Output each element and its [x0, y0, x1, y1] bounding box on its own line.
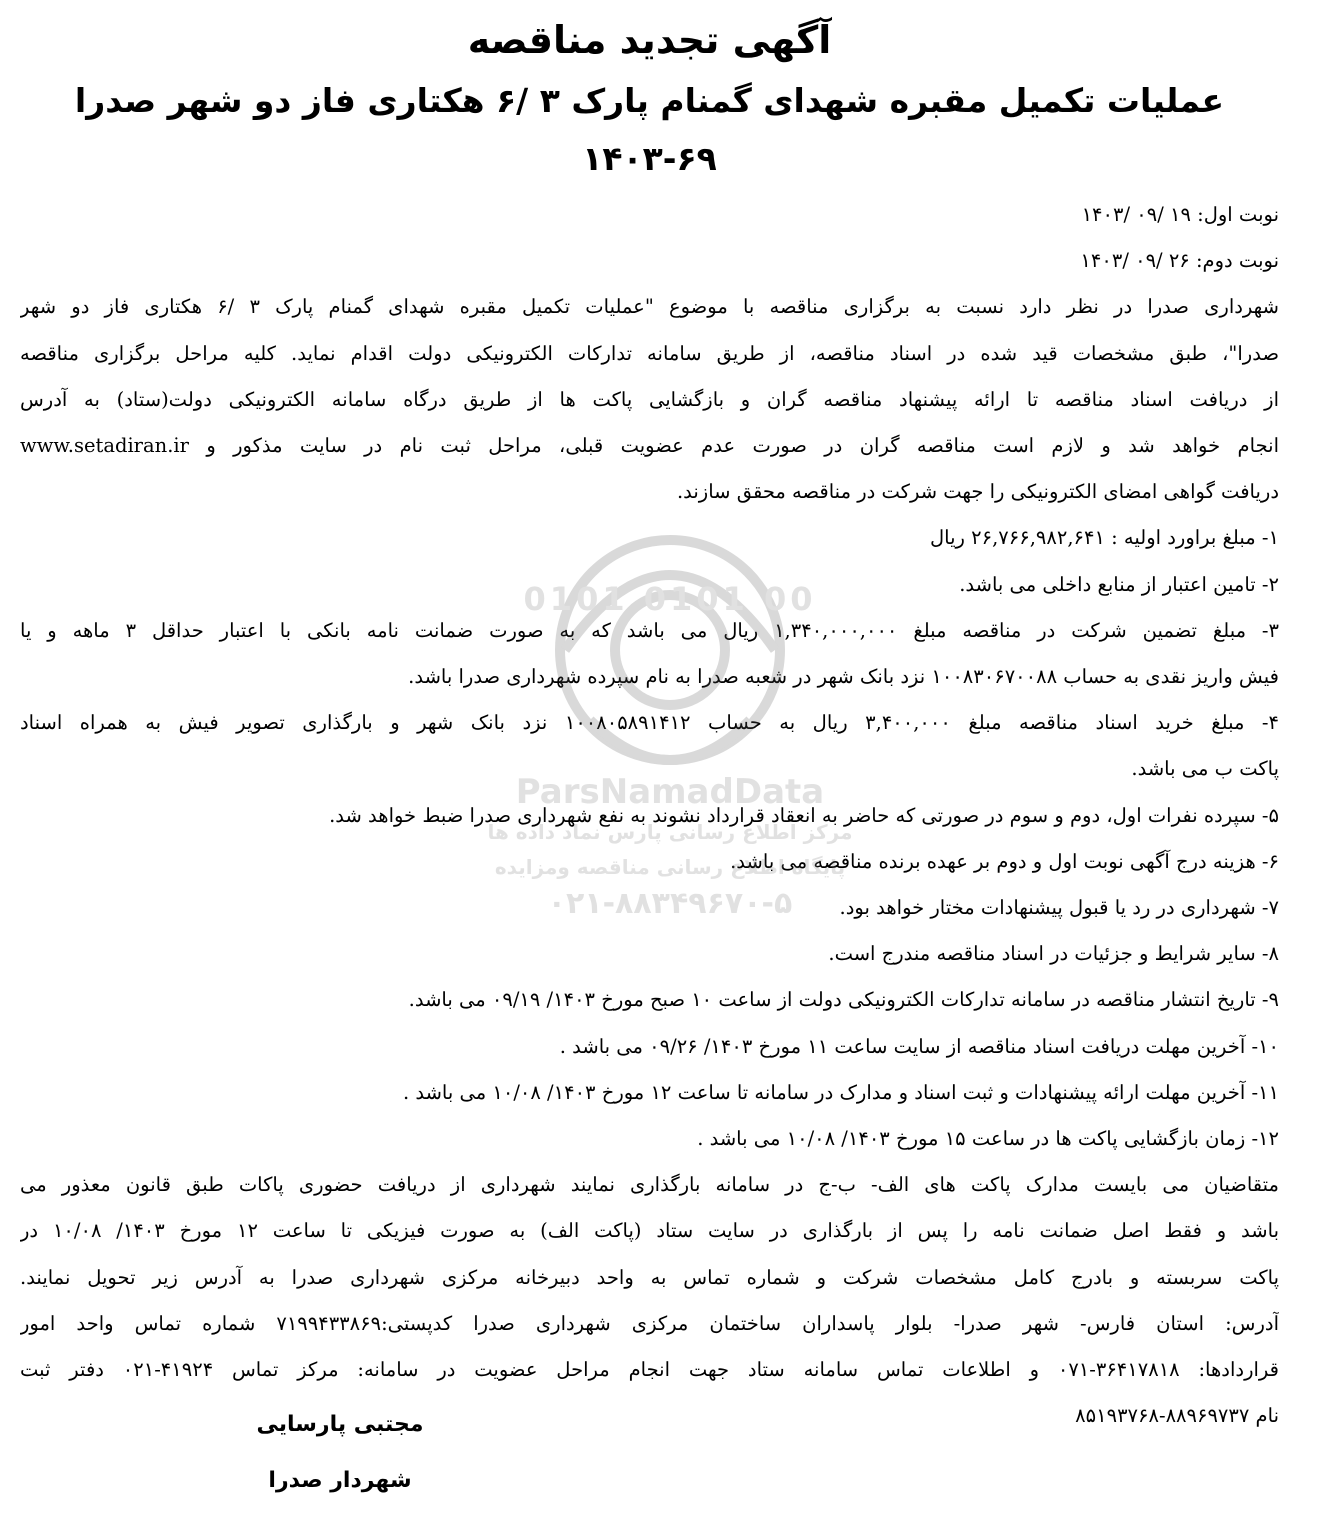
setadiran-website: www.setadiran.ir: [20, 434, 189, 458]
signature-name: مجتبی پارسایی: [256, 1412, 424, 1437]
closing-line: متقاضیان می بایست مدارک پاکت های الف- ب-ج در سامانه بارگذاری نمایند شهرداری از دریافت حضوری پاکات طبق قانون معذور می: [20, 1173, 1279, 1197]
intro-line: دریافت گواهی امضای الکترونیکی را جهت شرکت در مناقصه محقق سازند.: [676, 480, 1279, 504]
watermark-code: 0101 0101 00: [523, 580, 817, 618]
item-10: ۱۰- آخرین مهلت دریافت اسناد مناقصه از سایت ساعت ۱۱ مورخ ۱۴۰۳/ ۰۹/۲۶ می باشد .: [559, 1034, 1279, 1058]
watermark-phone: ۰۲۱-۸۸۳۴۹۶۷۰-۵: [547, 886, 793, 921]
intro-line: صدرا"، طبق مشخصات قید شده در اسناد مناقصه، از طریق سامانه تدارکات الکترونیکی دولت اقدام نماید. کلیه مراحل برگزاری مناقصه: [20, 341, 1279, 365]
address-line: آدرس: استان فارس- شهر صدرا- بلوار پاسداران ساختمان مرکزی شهرداری صدرا کدپستی:۷۱۹۹۴۳۳۸۶۹ شماره تماس واحد امور: [20, 1311, 1279, 1335]
notice-title: آگهی تجدید مناقصه: [467, 18, 832, 62]
second-round-date: نوبت دوم: ۲۶ /۰۹ /۱۴۰۳: [1080, 249, 1279, 273]
intro-line: شهرداری صدرا در نظر دارد نسبت به برگزاری مناقصه با موضوع "عملیات تکمیل مقبره شهدای گمنام پارک ۳ /۶ هکتاری فاز دو شهر: [20, 295, 1279, 319]
signature-title: شهردار صدرا: [268, 1468, 412, 1493]
item-9: ۹- تاریخ انتشار مناقصه در سامانه تدارکات الکترونیکی دولت از ساعت ۱۰ صبح مورخ ۱۴۰۳/ ۰۹/۱۹ می باشد.: [408, 988, 1279, 1012]
item-11: ۱۱- آخرین مهلت ارائه پیشنهادات و ثبت اسناد و مدارک در سامانه تا ساعت ۱۲ مورخ ۱۴۰۳/ ۱۰/۰۸ می باشد .: [402, 1080, 1279, 1104]
closing-line: باشد و فقط اصل ضمانت نامه را پس از بارگذاری در سایت ستاد (پاکت الف) به صورت فیزیکی تا ساعت ۱۲ مورخ ۱۴۰۳/ ۱۰/۰۸ در: [20, 1219, 1279, 1243]
intro-line: از دریافت اسناد مناقصه تا ارائه پیشنهاد مناقصه گران و بازگشایی پاکت ها از طریق درگاه سامانه الکترونیکی دولت(ستاد) به آدرس: [20, 387, 1279, 411]
item-3-cont: فیش واریز نقدی به حساب ۱۰۰۸۳۰۶۷۰۰۸۸ نزد بانک شهر در شعبه صدرا به نام سپرده شهرداری صدرا باشد.: [408, 665, 1279, 689]
item-7: ۷- شهرداری در رد یا قبول پیشنهادات مختار خواهد بود.: [839, 896, 1279, 920]
item-8: ۸- سایر شرایط و جزئیات در اسناد مناقصه مندرج است.: [828, 942, 1279, 966]
item-12: ۱۲- زمان بازگشایی پاکت ها در ساعت ۱۵ مورخ ۱۴۰۳/ ۱۰/۰۸ می باشد .: [697, 1127, 1279, 1151]
item-2: ۲- تامین اعتبار از منابع داخلی می باشد.: [959, 572, 1279, 596]
watermark-line1: مرکز اطلاع رسانی پارس نماد داده ها: [487, 820, 853, 844]
notice-subtitle: عملیات تکمیل مقبره شهدای گمنام پارک ۳ /۶ هکتاری فاز دو شهر صدرا ۶۹-۱۴۰۳: [74, 81, 1225, 178]
registration-phone-line: نام ۸۸۹۶۹۷۳۷-۸۵۱۹۳۷۶۸: [1075, 1404, 1279, 1428]
item-6: ۶- هزینه درج آگهی نوبت اول و دوم بر عهده برنده مناقصه می باشد.: [730, 849, 1279, 873]
item-3: ۳- مبلغ تضمین شرکت در مناقصه مبلغ ۱,۳۴۰,۰۰۰,۰۰۰ ریال می باشد که به صورت ضمانت نامه بانکی با اعتبار حداقل ۳ ماهه و یا: [20, 618, 1279, 642]
closing-line: پاکت سربسته و بادرج کامل مشخصات شرکت و شماره تماس به واحد دبیرخانه مرکزی شهرداری صدرا به آدرس زیر تحویل نمایند.: [20, 1265, 1279, 1289]
watermark-brand: ParsNamadData: [515, 772, 825, 812]
watermark-line2: پایگاه اطلاع رسانی مناقصه ومزایده: [494, 855, 846, 879]
item-4: ۴- مبلغ خرید اسناد مناقصه مبلغ ۳,۴۰۰,۰۰۰ ریال به حساب ۱۰۰۸۰۵۸۹۱۴۱۲ نزد بانک شهر و بارگذاری تصویر فیش به همراه اسناد: [20, 711, 1279, 735]
item-5: ۵- سپرده نفرات اول، دوم و سوم در صورتی که حاضر به انعقاد قرارداد نشوند به نفع شهرداری صدرا ضبط خواهد شد.: [329, 803, 1279, 827]
signature-block: [240, 1397, 440, 1509]
item-1: ۱- مبلغ براورد اولیه : ۲۶,۷۶۶,۹۸۲,۶۴۱ ریال: [929, 526, 1279, 550]
intro-line: [20, 423, 1279, 469]
first-round-date: نوبت اول: ۱۹ /۰۹ /۱۴۰۳: [1081, 203, 1279, 226]
contact-line: قراردادها: ۳۶۴۱۷۸۱۸-۰۷۱ و اطلاعات تماس سامانه ستاد جهت انجام مراحل عضویت در سامانه: مرکز تماس ۴۱۹۲۴-۰۲۱ دفتر ثبت: [20, 1358, 1279, 1382]
intro-line-text: انجام خواهد شد و لازم است مناقصه گران در صورت عدم عضویت قبلی، مراحل ثبت نام در سایت مذکور و: [206, 434, 1279, 458]
item-4-cont: پاکت ب می باشد.: [1131, 757, 1279, 781]
